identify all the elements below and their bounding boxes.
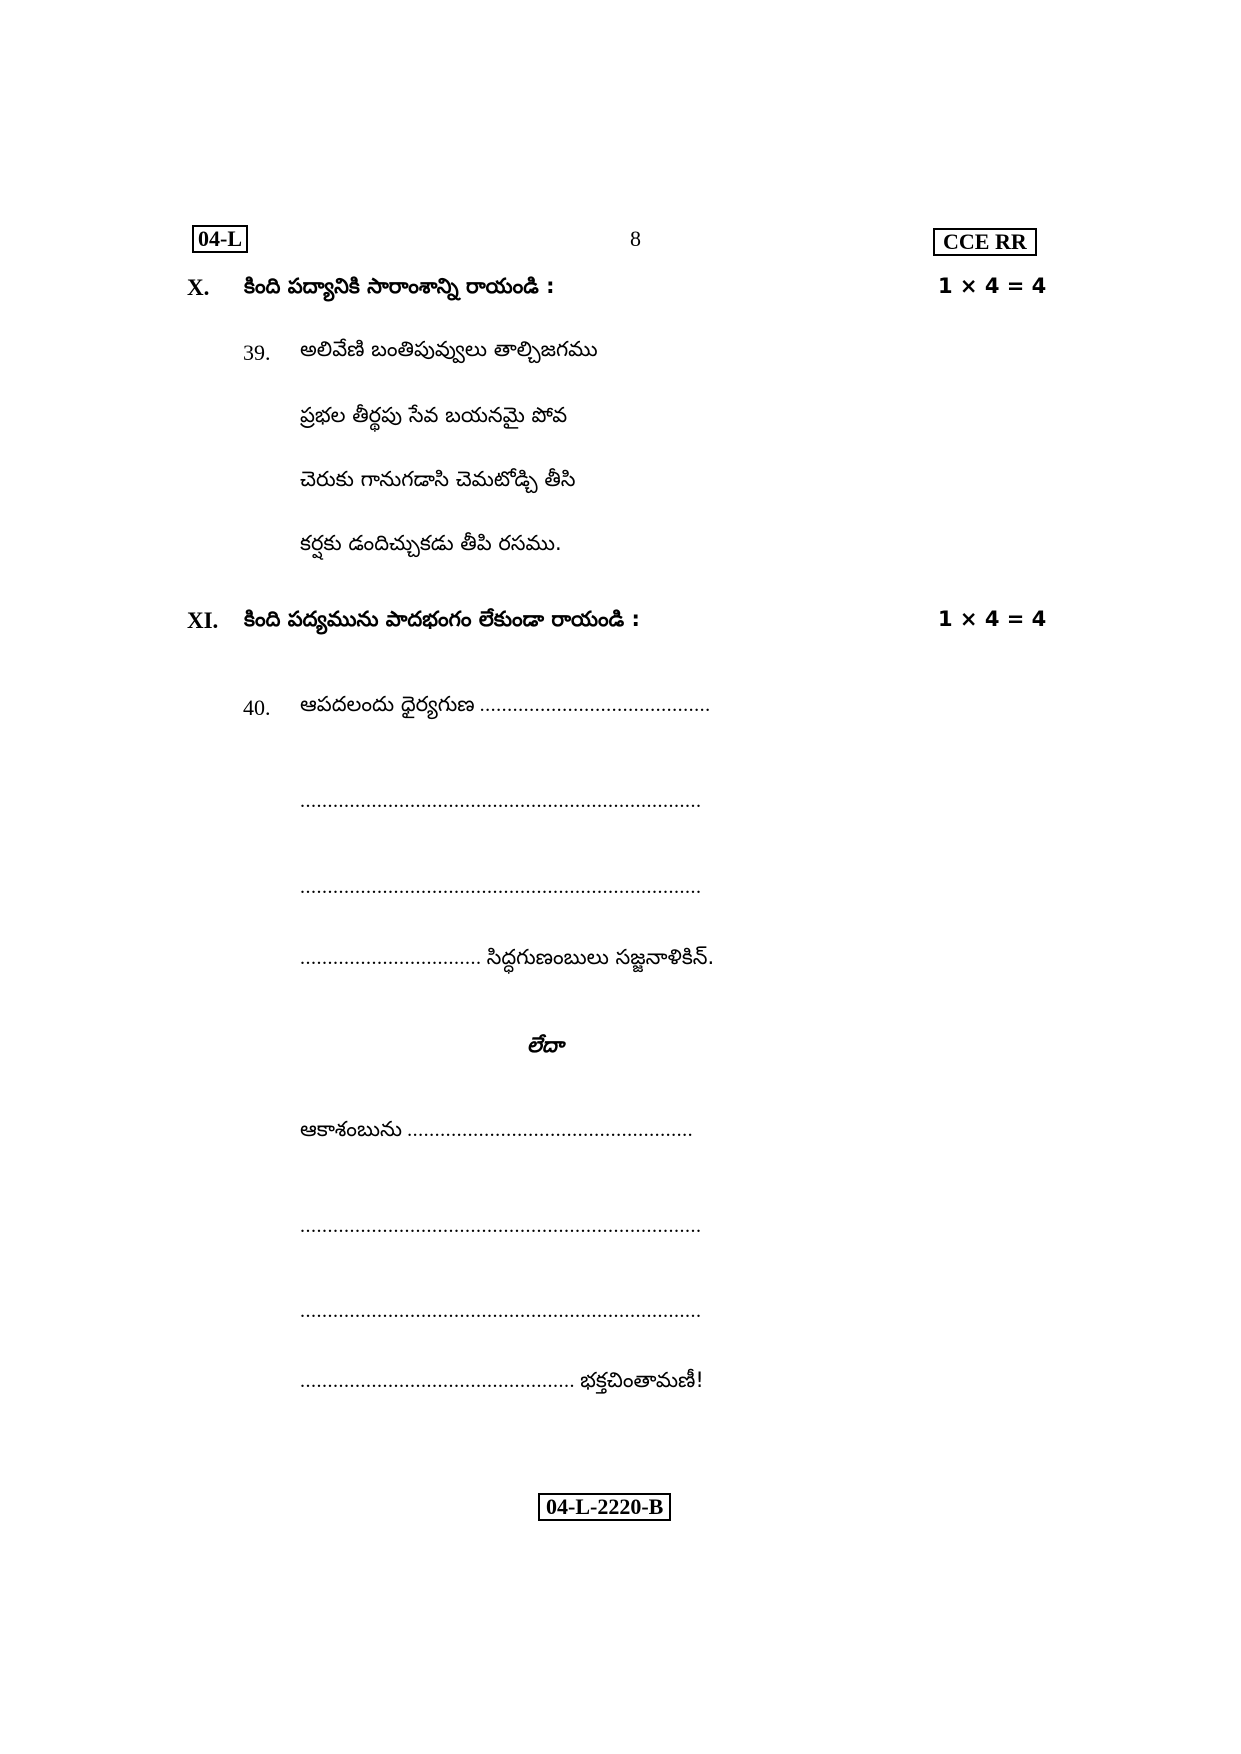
poem-b-line-1-blank: .................................................... — [407, 1119, 694, 1141]
syllabus-code-box: CCE RR — [933, 228, 1037, 256]
poem-a-line-1 — [300, 692, 711, 722]
question-39-line-4: కర్షకు డందిచ్చుకడు తీపి రసము. — [300, 531, 562, 555]
section-xi-marks: 1 × 4 = 4 — [938, 607, 1047, 631]
section-xi-instruction: కింది పద్యమును పాదభంగం లేకుండా రాయండి : — [244, 607, 640, 631]
poem-a-line-1-text: ఆపదలందు ధైర్యగుణ — [300, 692, 475, 716]
poem-a-line-4-text: సిద్ధగుణంబులు సజ్జనాళికిన్. — [486, 945, 715, 969]
section-x-marks: 1 × 4 = 4 — [938, 274, 1047, 298]
poem-b-line-4-blank: .................................................. — [300, 1370, 575, 1392]
section-x-number: X. — [187, 275, 210, 300]
poem-b-line-1 — [300, 1117, 693, 1147]
or-label: లేదా — [527, 1033, 564, 1057]
footer-code-box: 04-L-2220-B — [538, 1493, 671, 1521]
section-x-instruction: కింది పద్యానికి సారాంశాన్ని రాయండి : — [244, 274, 555, 298]
poem-a-line-2-blank: ......................................................................... — [300, 790, 702, 812]
question-39-line-3: చెరుకు గానుగడాసి చెమటోడ్చి తీసి — [300, 467, 576, 491]
poem-b-line-4 — [300, 1368, 704, 1398]
page-number: 8 — [630, 226, 641, 251]
paper-code-box: 04-L — [192, 225, 248, 253]
poem-a-line-4-blank: ................................. — [300, 947, 482, 969]
poem-b-line-4-text: భక్తచింతామణీ! — [580, 1368, 704, 1392]
question-39-line-2: ప్రభల తీర్థపు సేవ బయనమై పోవ — [300, 403, 568, 427]
poem-a-line-1-blank: .......................................... — [479, 694, 711, 716]
question-39-number: 39. — [243, 340, 271, 365]
poem-a-line-4 — [300, 945, 714, 975]
poem-b-line-3-blank: ......................................................................... — [300, 1300, 702, 1322]
question-40-number: 40. — [243, 695, 271, 720]
poem-a-line-3-blank: ......................................................................... — [300, 876, 702, 898]
section-xi-number: XI. — [187, 608, 219, 633]
poem-b-line-2-blank: ......................................................................... — [300, 1215, 702, 1237]
question-39-line-1: అలివేణి బంతిపువ్వులు తాల్చిజగము — [300, 337, 598, 361]
poem-b-line-1-text: ఆకాశంబును — [300, 1117, 402, 1141]
